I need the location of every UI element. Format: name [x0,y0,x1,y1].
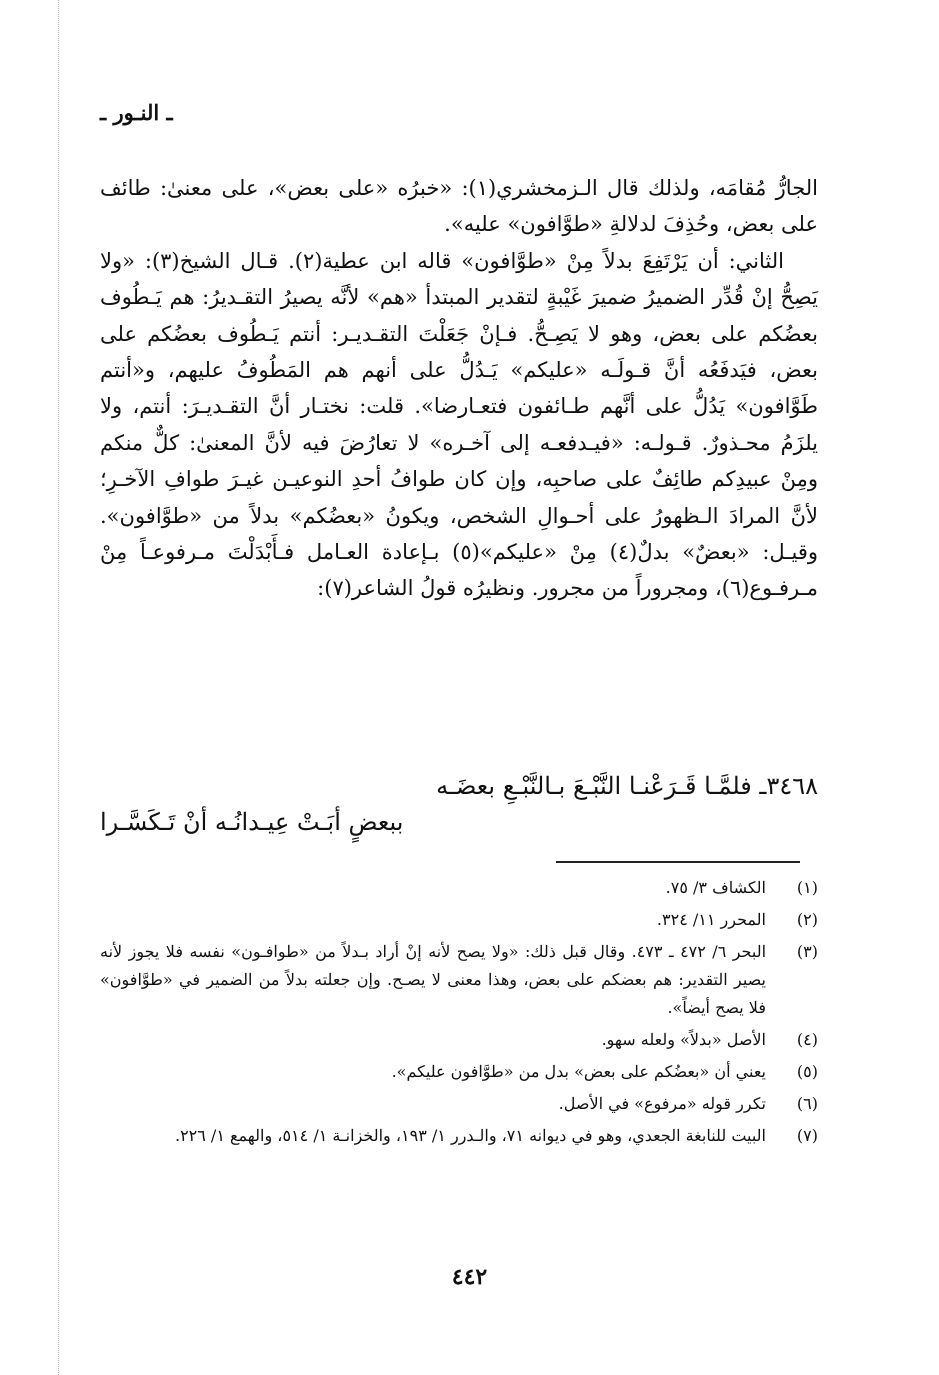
footnote [100,938,818,1022]
footnote-text: البحر ٦/ ٤٧٢ ـ ٤٧٣. وقال قبل ذلك: «ولا يصح لأنه إنْ أراد بـدلاً من «طوافـون» نفسه فلا يجوز لأنه يصير التقدير: هم بعضكم على بعض، وهذا معنى لا يصـح. وإن جعلته بدلاً من الضمير في «طوَّافون» فلا يصح أيضاً». [100,942,767,1017]
footnote [100,906,818,934]
running-header: ـ النـور ـ [100,100,173,125]
paragraph-1: الجارُّ مُقامَه، ولذلك قال الـزمخشري(١): «خبرُه «على بعض»، على معنىٰ: طائف على بعض، وحُذِفَ لدلالةِ «طوَّافون» عليه». [100,176,818,237]
footnote-number: (٣) [796,942,818,961]
footnotes [100,874,818,1154]
page-number: ٤٤٢ [451,1264,488,1290]
footnote-text: الأصل «بدلاً» ولعله سهو. [601,1030,766,1049]
verse-hemistich-2: ببعضٍ أبَـتْ عِيـدانُـه أنْ تَـكَسَّـرا [100,808,404,836]
paragraph-2: الثاني: أن يَرْتَفِعَ بدلاً مِنْ «طوَّافون» قاله ابن عطية(٢). قـال الشيخ(٣): «ولا يَصِحُّ إنْ قُدِّر الضميرُ ضميرَ غَيْبةٍ لتقدير المبتدأ «هم» لأنَّه يصيرُ التقـديرُ: هم يَـطُوف بعضُكم على بعض، وهو لا يَصِـحُّ. فـإنْ جَعَلْتَ التقـديـر: أنتم يَـطُوف بعضُكم على بعض، فيَدفَعُه أنَّ قـولَـه «عليكم» يَـدُلُّ على أنهم هم المَطُوفُ عليهم، و«أنتم طَوَّافون» يَدُلُّ على أنَّهم طـائفون فتعـارضا». قلت: نختـار أنَّ التقـديـرَ: أنتم، ولا يلزَمُ محـذورٌ. قـولـه: «فيـدفعـه إلى آخـره» لا تعارُضَ فيه لأنَّ المعنىٰ: كلٌّ منكم ومِنْ عبيدِكم طائِفٌ على صاحبِه، وإن كان طوافُ أحدِ النوعيـن غيـرَ طوافِ الآخـرِ؛ لأنَّ المرادَ الـظهورُ على أحـوالِ الشخص، ويكونُ «بعضُكم» بدلاً من «طوَّافون». وقيـل: «بعضٌ» بدلٌ(٤) مِنْ «عليكم»(٥) بـإعادة العـامل فـأَبْدَلْتَ مـرفوعـاً مِنْ مـرفـوع(٦)، ومجروراً من مجرور. ونظيرُه قولُ الشاعر(٧): [100,248,819,601]
footnote [100,1026,818,1054]
verse-line-2 [100,802,620,842]
footnote [100,1058,818,1086]
footnote-number: (٥) [796,1062,818,1081]
footnote-separator [556,861,800,863]
footnote-text: البيت للنابغة الجعدي، وهو في ديوانه ٧١، والـدرر ١/ ١٩٣، والخزانـة ١/ ٥١٤، والهمع ١/ ٢٢٦. [174,1126,766,1145]
verse-hemistich-1: فلمَّـا قَـرَعْنـا النَّبْـعَ بـالنَّبْـعِ بعضَـه [436,772,752,800]
scan-margin-line [58,0,59,1375]
footnote-number: (١) [796,878,818,897]
footnote [100,1090,818,1118]
footnote-text: المحرر ١١/ ٣٢٤. [656,910,766,929]
footnote-number: (٢) [796,910,818,929]
footnote-number: (٤) [796,1030,818,1049]
footnote-text: الكشاف ٣/ ٧٥. [665,878,766,897]
footnote-number: (٧) [796,1126,818,1145]
verse-line-1 [100,766,818,806]
footnote [100,874,818,902]
footnote-text: تكرر قوله «مرفوع» في الأصل. [558,1094,766,1113]
verse-number: ٣٤٦٨ـ [759,772,818,800]
footnote-text: يعني أن «بعضُكم على بعض» بدل من «طوَّافون عليكم». [391,1062,766,1081]
footnote [100,1122,818,1150]
main-text [100,170,818,607]
footnote-number: (٦) [796,1094,818,1113]
